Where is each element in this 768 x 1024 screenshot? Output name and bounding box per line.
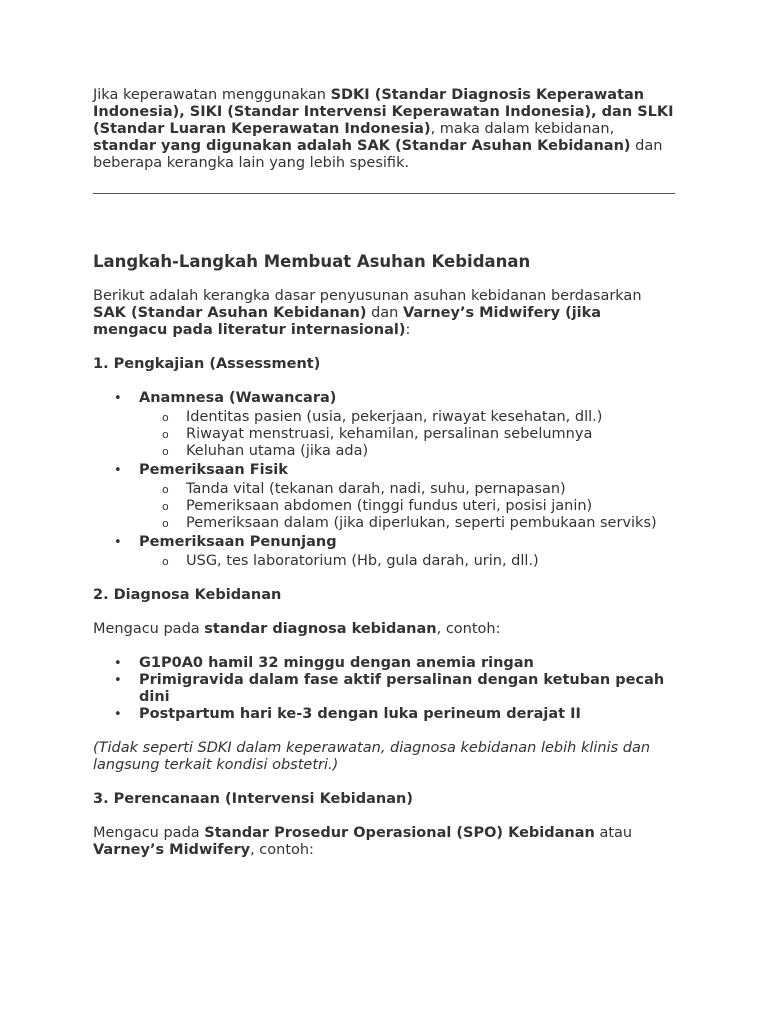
intro-text: Jika keperawatan menggunakan — [93, 87, 331, 103]
framework-bold-varney: Varney’s Midwifery (jika mengacu pada literatur internasional) — [93, 305, 602, 338]
sub-list-item: o Keluhan utama (jika ada) — [139, 443, 678, 460]
horizontal-divider — [93, 193, 675, 194]
framework-paragraph — [93, 288, 678, 339]
diagnosis-example: Postpartum hari ke-3 dengan luka perineum derajat II — [139, 706, 581, 722]
sub-list-item: o Identitas pasien (usia, pekerjaan, riwayat kesehatan, dll.) — [139, 409, 678, 426]
step3-title: 3. Perencanaan (Intervensi Kebidanan) — [93, 791, 413, 807]
step1-title: 1. Pengkajian (Assessment) — [93, 356, 321, 372]
sub-list-item: o USG, tes laboratorium (Hb, gula darah, urin, dll.) — [139, 553, 678, 570]
step2-note: (Tidak seperti SDKI dalam keperawatan, diagnosa kebidanan lebih klinis dan langsung terkait kondisi obstetri.) — [93, 740, 651, 773]
diagnosis-example: Primigravida dalam fase aktif persalinan dengan ketuban pecah dini — [139, 672, 665, 705]
list-item — [93, 462, 678, 532]
list-item — [93, 534, 678, 570]
framework-bold-sak: SAK (Standar Asuhan Kebidanan) — [93, 305, 367, 321]
intro-bold-sak: standar yang digunakan adalah SAK (Standar Asuhan Kebidanan) — [93, 138, 631, 154]
step3-intro — [93, 825, 678, 859]
list-item — [93, 655, 678, 672]
list-item — [93, 390, 678, 460]
sub-list-item: o Pemeriksaan abdomen (tinggi fundus uteri, posisi janin) — [139, 498, 678, 515]
step3-intro-text: , contoh: — [250, 842, 314, 858]
list-item-label: Pemeriksaan Penunjang — [139, 534, 337, 550]
list-item — [93, 706, 678, 723]
intro-text: dan beberapa kerangka lain yang lebih spesifik. — [93, 138, 663, 171]
step2-intro-text: , contoh: — [436, 621, 501, 637]
sub-list — [139, 553, 678, 570]
diagnosis-example: G1P0A0 hamil 32 minggu dengan anemia ringan — [139, 655, 534, 671]
document-body — [93, 87, 678, 876]
sub-list-item: o Pemeriksaan dalam (jika diperlukan, seperti pembukaan serviks) — [139, 515, 678, 532]
intro-text: , maka dalam kebidanan, — [430, 121, 615, 137]
intro-paragraph — [93, 87, 678, 172]
step3-intro-bold-varney: Varney’s Midwifery — [93, 842, 251, 858]
list-item-label: Pemeriksaan Fisik — [139, 462, 288, 478]
sub-list — [139, 481, 678, 532]
step2-title: 2. Diagnosa Kebidanan — [93, 587, 282, 603]
step3-intro-text: atau — [594, 825, 633, 841]
sub-list-item: o Tanda vital (tekanan darah, nadi, suhu, pernapasan) — [139, 481, 678, 498]
framework-text: dan — [366, 305, 403, 321]
list-item — [93, 672, 678, 706]
list-item-label: Anamnesa (Wawancara) — [139, 390, 337, 406]
step3-intro-text: Mengacu pada — [93, 825, 205, 841]
intro-bold-standards: SDKI (Standar Diagnosis Keperawatan Indonesia), SIKI (Standar Intervensi Keperawatan Indonesia), dan SLKI (Standar Luaran Keperawatan Indonesia) — [93, 87, 674, 137]
step2-list — [93, 655, 678, 723]
step2-intro — [93, 621, 678, 638]
framework-text: Berikut adalah kerangka dasar penyusunan asuhan kebidanan berdasarkan — [93, 288, 642, 304]
step2-intro-bold: standar diagnosa kebidanan — [204, 621, 437, 637]
sub-list — [139, 409, 678, 460]
step1-list — [93, 390, 678, 570]
step3-intro-bold-spo: Standar Prosedur Operasional (SPO) Kebidanan — [204, 825, 595, 841]
section-heading: Langkah-Langkah Membuat Asuhan Kebidanan — [93, 252, 531, 271]
framework-text: : — [405, 322, 411, 338]
step2-intro-text: Mengacu pada — [93, 621, 205, 637]
sub-list-item: o Riwayat menstruasi, kehamilan, persalinan sebelumnya — [139, 426, 678, 443]
